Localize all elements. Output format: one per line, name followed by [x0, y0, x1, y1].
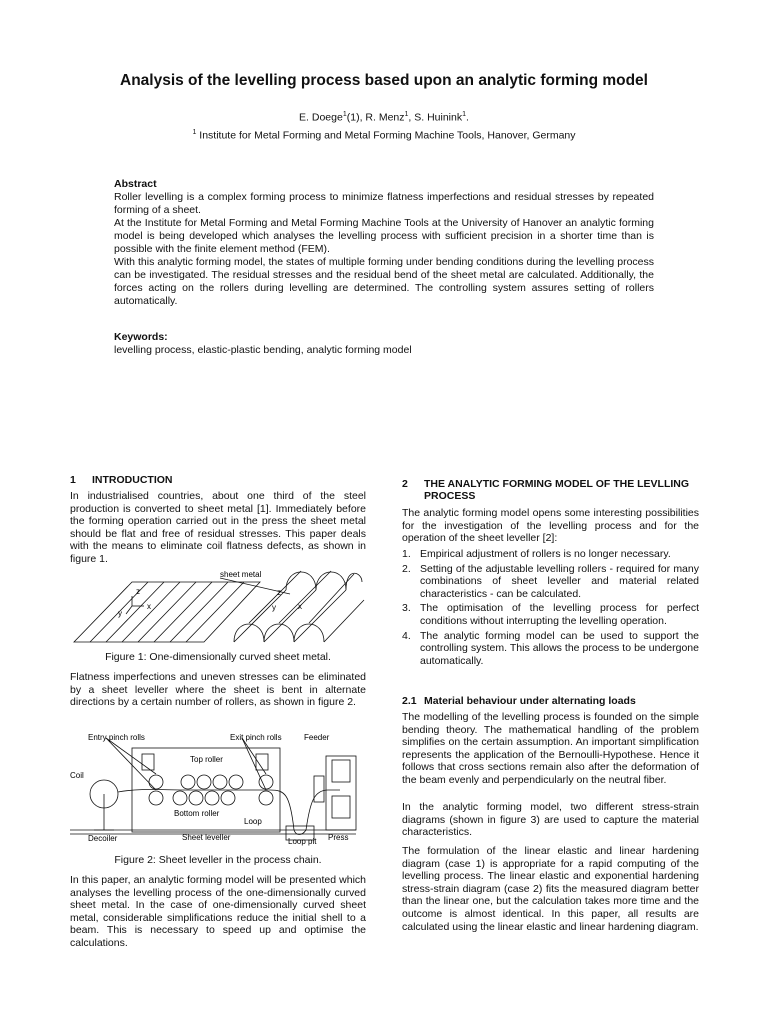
label-x-wavy: x	[298, 602, 302, 611]
bending-theory-paragraph: The modelling of the levelling process is founded on the simple bending theory. The mathematical handling of the problem simplifies on the certain assumption. An important simplification represents the application of the Bernoulli-Hypothese. Hence it follows that cross sections remain also after the deformation of the beam evenly and perpendicularly on the neutral fiber.	[402, 711, 699, 786]
press-frame	[326, 756, 356, 830]
hardening-diagram-paragraph: The formulation of the linear elastic and linear hardening diagram (case 1) is appropriate for a rapid computing of the levelling process. The linear elastic and exponential hardening stress-strain diagram (case 2) fits the measured diagram better than the linear one, but the calculation takes more time and the outcome is almost identical. In this paper, all results are calculated using the linear elastic and linear hardening diagram.	[402, 845, 699, 933]
label-z-flat: z	[136, 587, 140, 596]
abstract-paragraph: At the Institute for Metal Forming and Metal Forming Machine Tools at the University of Hanover an analytic forming model is being developed which analyses the levelling process with sufficient precision in a shorter time than is possible with the finite element method (FEM).	[114, 217, 654, 255]
stress-strain-paragraph: In the analytic forming model, two different stress-strain diagrams (shown in figure 3) are used to capture the material characteristics.	[402, 801, 699, 839]
label-coil: Coil	[70, 771, 84, 780]
label-feeder: Feeder	[304, 733, 330, 742]
list-item: 2. Setting of the adjustable levelling rollers - required for many combinations of sheet leveller and material related characteristics - can be calculated.	[402, 562, 699, 600]
keywords-text: levelling process, elastic-plastic bending, analytic forming model	[114, 344, 412, 356]
label-press: Press	[328, 833, 349, 842]
section-2-heading: 2 THE ANALYTIC FORMING MODEL OF THE LEVLLING PROCESS	[402, 478, 690, 502]
figure-1	[70, 566, 366, 650]
label-sheet-leveller: Sheet leveller	[182, 833, 231, 842]
keywords-heading: Keywords:	[114, 331, 168, 343]
label-z-wavy: z	[277, 588, 281, 597]
benefit-list	[402, 548, 699, 669]
list-item: 4. The analytic forming model can be used to support the controlling system. This allows the process to be undergone automatically.	[402, 629, 699, 667]
label-x-flat: x	[147, 602, 151, 611]
keywords	[114, 331, 654, 357]
list-item: 1. Empirical adjustment of rollers is no longer necessary.	[402, 548, 671, 560]
paper-outline-paragraph: In this paper, an analytic forming model will be presented which analyses the levelling process of the one-dimensionally curved sheet metal. In the case of one-dimensionally curved sheet metal, considerable simplifications reduce the initial shell to a beam. This is necessary to speed up and optimise the calculations.	[70, 874, 366, 949]
label-y-wavy: y	[272, 603, 276, 612]
label-decoiler: Decoiler	[88, 834, 118, 843]
abstract	[114, 178, 654, 308]
label-y-flat: y	[118, 609, 122, 618]
abstract-heading: Abstract	[114, 178, 157, 190]
figure-2-caption: Figure 2: Sheet leveller in the process chain.	[114, 854, 322, 866]
section-1-heading: 1 INTRODUCTION	[70, 474, 173, 486]
label-entry-pinch-rolls: Entry pinch rolls	[88, 733, 145, 742]
section-2-intro: The analytic forming model opens some interesting possibilities for the investigation of the levelling process and for the operation of the sheet leveller [2]:	[402, 507, 699, 545]
label-bottom-roller: Bottom roller	[174, 809, 220, 818]
label-top-roller: Top roller	[190, 755, 223, 764]
section-2-1-heading: 2.1 Material behaviour under alternating loads	[402, 695, 636, 707]
affiliation: $^1$ Institute for Metal Forming and Metal Forming Machine Tools, Hanover, Germany	[192, 129, 576, 142]
abstract-paragraph: Roller levelling is a complex forming process to minimize flatness imperfections and residual stresses by repeated forming of a sheet.	[114, 191, 654, 216]
label-loop: Loop	[244, 817, 262, 826]
figure-1-caption: Figure 1: One-dimensionally curved sheet metal.	[105, 651, 331, 663]
figure-2	[70, 730, 366, 846]
abstract-paragraph: With this analytic forming model, the states of multiple forming under bending conditions during the levelling process can be investigated. The residual stresses and the residual bend of the sheet metal are calculated. Additionally, the forces acting on the rollers during levelling are determined. The controlling system assures setting of rollers automatically.	[114, 256, 654, 307]
label-sheet-metal: sheet metal	[220, 570, 262, 579]
label-loop-pit: Loop pit	[288, 837, 317, 846]
paper-title: Analysis of the levelling process based upon an analytic forming model	[120, 72, 648, 89]
author-line: E. Doege$^1$(1), R. Menz$^1$, S. Huinink$^1$.	[299, 111, 469, 124]
list-item: 3. The optimisation of the levelling process for perfect conditions without interrupting the levelling operation.	[402, 602, 699, 627]
intro-paragraph: In industrialised countries, about one third of the steel production is converted to sheet metal [1]. Immediately before the forming operation carried out in the press the sheet metal should be flat and free of residual stresses. This paper deals with the means to eliminate coil flatness defects, as shown in figure 1.	[70, 490, 366, 565]
flatness-paragraph: Flatness imperfections and uneven stresses can be eliminated by a sheet leveller where the sheet is bent in alternate directions by a certain number of rollers, as shown in figure 2.	[70, 671, 366, 709]
label-exit-pinch-rolls: Exit pinch rolls	[230, 733, 282, 742]
